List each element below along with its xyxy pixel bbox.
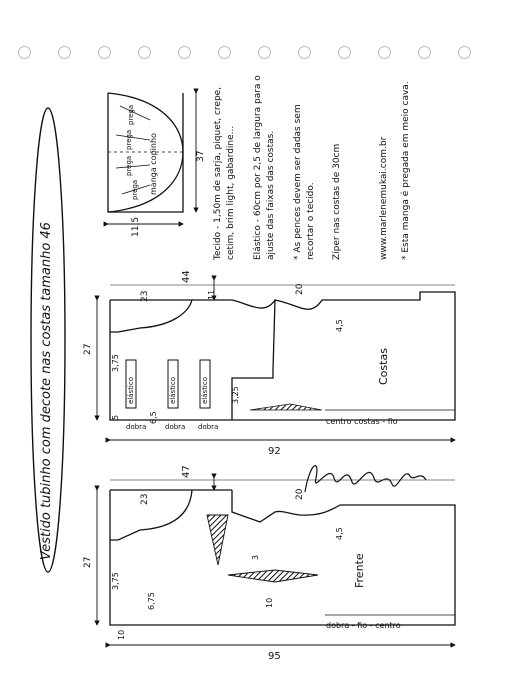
- back-dim-a5: 3,75: [111, 354, 120, 372]
- notes-darts: * As pences devem ser dadas sem recortar o tecido.: [293, 104, 316, 260]
- back-center-label: centro costas - fio: [326, 417, 398, 426]
- sleeve-name: manga copinho: [149, 133, 158, 195]
- notes-zipper: Zíper nas costas de 30cm: [332, 143, 342, 260]
- front-name: Frente: [353, 553, 366, 588]
- front-width: 47: [181, 465, 192, 478]
- back-dim-a9: 5: [111, 414, 120, 420]
- back-dobra-label: dobra: [198, 423, 219, 431]
- back-dobra-label: dobra: [165, 423, 186, 431]
- front-neck: 27: [83, 556, 93, 568]
- back-elastic-label: elástico: [127, 376, 135, 404]
- notes-sleeve: * Esta manga é pregada em meio cava.: [401, 81, 411, 260]
- sleeve-height: 11,5: [131, 216, 141, 237]
- front-piece: [97, 478, 455, 645]
- front-length: 95: [268, 651, 281, 662]
- back-dim-a3: 4,5: [335, 319, 344, 332]
- back-shoulder: 23: [140, 290, 150, 302]
- front-dim-a6: 10: [265, 597, 274, 608]
- back-width: 44: [181, 270, 192, 283]
- sleeve-width: 37: [196, 150, 206, 162]
- front-dim-a4: 6,75: [147, 592, 156, 610]
- back-elastic-label: elástico: [201, 376, 209, 404]
- back-dobra-label: dobra: [126, 423, 147, 431]
- front-center-label: dobra - fio - centro: [326, 621, 401, 630]
- notes-fabric: Tecido - 1,50m de sarja, piquet, crepe, cetim, brim light, gabardine...: [213, 86, 236, 260]
- back-name: Costas: [377, 348, 390, 385]
- sleeve-prega-label: prega: [125, 129, 133, 150]
- sleeve-prega-label: prega: [131, 179, 139, 200]
- front-shoulder: 23: [140, 493, 150, 505]
- pattern-title: Vestido tubinho com decote nas costas tamanho 46: [39, 222, 54, 560]
- back-dim-a1: 11: [207, 289, 216, 300]
- notes-elastic: Elástico - 60cm por 2,5 de largura para o ajuste das faixas das costas.: [253, 75, 276, 260]
- front-waist: 20: [295, 488, 305, 500]
- sleeve-prega-label: prega: [125, 155, 133, 176]
- front-dim-a3: 3,75: [111, 572, 120, 590]
- back-length: 92: [268, 446, 281, 457]
- front-dim-a7: 3: [251, 554, 260, 560]
- front-dim-a10: 4,5: [335, 527, 344, 540]
- signature: [305, 466, 426, 492]
- back-elastic-label: elástico: [169, 376, 177, 404]
- back-dim-a7: 3,25: [231, 386, 240, 404]
- back-waist: 20: [295, 283, 305, 295]
- front-dim-a5: 10: [117, 629, 126, 640]
- sleeve-prega-label: prega: [127, 104, 135, 125]
- back-dim-a8: 6,5: [149, 411, 158, 424]
- notes-site: www.marlenemukai.com.br: [379, 136, 389, 260]
- back-neck: 27: [83, 343, 93, 355]
